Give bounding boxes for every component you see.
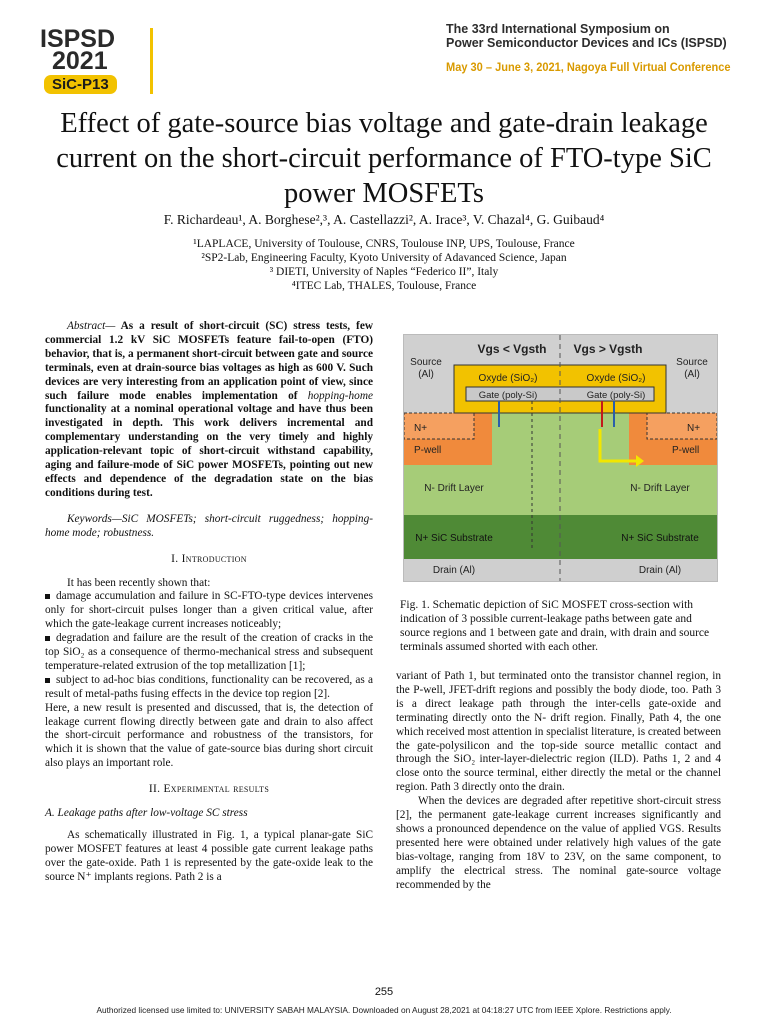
figure-1-caption: Fig. 1. Schematic depiction of SiC MOSFET cross-section with indication of 3 possible current-leakage paths between gate and source regions and 1 between gate and drain, with drain and source terminals assumed shorted with each other. [400,599,710,653]
abstract-italic: hopping-home [307,389,373,402]
bullet-text: damage accumulation and failure in SC-FTO-type devices intervenes only for short-circuit pulses longer than a given critical value, after which the gate-leakage current increases noticeably; [45,590,373,631]
paper-id-badge: SiC-P13 [44,75,117,94]
right-column [396,670,721,893]
affiliation-3: ³ DIETI, University of Naples “Federico II”, Italy [269,266,499,278]
intro-lead: It has been recently shown that: [67,576,211,589]
fig-label-nplus-left: N+ [414,423,428,434]
bullet-item [45,674,373,702]
right-paragraph-1: variant of Path 1, but terminated onto the transistor channel region, in the P-well, JFET-drift regions and possibly the body diode, too. Path 3 is a direct leakage path through the inter-cells gate-oxide and terminating directly onto the N- drift region. Finally, Path 4, the one which received most attention in specialist literature, is created between the gate-polysilicon and the top-side source metallic contact and through the SiO₂ inter-layer-dielectric region (ILD). Paths 1, 2 and 4 close onto the source terminal, either directly the metal or the channel region. Path 3 directly onto the drain. [396,670,721,794]
section-heading-introduction: I. Introduction [171,552,247,565]
fig-label-nplus-right: N+ [687,423,701,434]
fig-label-source-left: Source [410,357,442,368]
figure-1-mosfet-cross-section [403,334,718,582]
abstract-lead: Abstract— [67,320,116,332]
abstract [45,320,373,501]
logo-text-ispsd: ISPSD [40,25,116,53]
page-number: 255 [374,986,394,998]
fig-label-drain-left: Drain (Al) [432,565,476,576]
bullet-text: degradation and failure are the result of the creation of cracks in the top SiO₂ as a consequence of thermo-mechanical stress and subsequent temperature-related extrusion of the top metallization [1]; [45,632,373,672]
conference-name-line1: The 33rd International Symposium on [446,22,670,36]
n-plus-right [647,413,717,439]
fig-label-oxide-right: Oxyde (SiO₂) [586,373,646,384]
affiliation-2: ²SP2-Lab, Engineering Faculty, Kyoto University of Adavanced Science, Japan [201,252,567,264]
fig-label-gate-right: Gate (poly-Si) [586,390,646,401]
fig-label-drain-right: Drain (Al) [638,565,682,576]
left-column [45,320,373,885]
bullet-square-icon [45,594,50,599]
bullet-item [45,632,373,674]
author-list: F. Richardeau¹, A. Borghese²,³, A. Castellazzi², A. Irace³, V. Chazal⁴, G. Guibaud⁴ [163,212,605,227]
fig-label-gate-left: Gate (poly-Si) [478,390,538,401]
bullet-square-icon [45,678,50,683]
conference-info [446,22,746,74]
conference-name-line2: Power Semiconductor Devices and ICs (ISPSD) [446,36,727,50]
affiliation-1: ¹LAPLACE, University of Toulouse, CNRS, Toulouse INP, UPS, Toulouse, France [193,238,575,250]
keywords: Keywords—SiC MOSFETs; short-circuit ruggedness; hopping-home mode; robustness. [45,512,373,539]
affiliation-4: ⁴ITEC Lab, THALES, Toulouse, France [291,280,477,292]
fig-label-oxide-left: Oxyde (SiO₂) [478,373,538,384]
abstract-text-1: As a result of short-circuit (SC) stress tests, few commercial 1.2 kV SiC MOSFETs feature fail-to-open (FTO) behavior, that is, a permanent short-circuit between gate and source terminals, even at drain-source bias voltages as high as 600 V. Such devices are very interesting from an application point of view, since such failure mode enables implementation of [45,320,373,402]
fig-label-source-left-al: (Al) [418,369,434,380]
experimental-paragraph: As schematically illustrated in Fig. 1, a typical planar-gate SiC power MOSFET features at least 4 possible gate current leakage paths over the gate-oxide. Path 1 is represented by the gate-oxide leak to the source N⁺ implants regions. Path 2 is a [45,829,373,883]
subsection-heading: A. Leakage paths after low-voltage SC stress [45,807,248,820]
right-paragraph-2: When the devices are degraded after repetitive short-circuit stress [2], the permanent gate-leakage current increases significantly and shows a pronounced dependence on the value of applied VGS. Results presented here were obtained under relatively high values of the gate bias-voltage, ranging from 18V to 23V, on the same component, to amplify the electrical stress. The nominal gate-source voltage recommended by the [396,795,721,891]
bullet-item [45,590,373,632]
logo-text-year: 2021 [52,47,108,75]
affiliations [30,237,738,293]
fig-label-pwell-left: P-well [414,445,442,456]
conference-dates: May 30 – June 3, 2021, Nagoya Full Virtual Conference [446,60,731,74]
fig-label-substrate-right: N+ SiC Substrate [621,533,699,544]
fig-label-drift-left: N- Drift Layer [424,483,484,494]
ispsd-logo [40,25,158,94]
intro-paragraph: Here, a new result is presented and discussed, that is, the detection of leakage current flowing directly between gate and drain to also affect the short-circuit performance and robustness of the transistors, for which it is shown that the value of gate-source bias during short circuit also plays an important role. [45,701,373,770]
section-heading-experimental: II. Experimental results [148,783,270,796]
fig-label-source-right-al: (Al) [684,369,700,380]
fig-label-pwell-right: P-well [672,445,700,456]
logo-divider [150,28,153,94]
paper-title: Effect of gate-source bias voltage and gate-drain leakage current on the short-circuit performance of FTO-type SiC power MOSFETs [56,108,712,209]
fig-label-drift-right: N- Drift Layer [630,483,690,494]
bullet-text: subject to ad-hoc bias conditions, functionality can be recovered, as a result of metal-paths fusing effects in the device top region [2]. [45,673,373,700]
fig-label-vgs-low: Vgs < Vgsth [477,342,547,356]
bullet-square-icon [45,636,50,641]
fig-label-substrate-left: N+ SiC Substrate [415,533,493,544]
fig-label-vgs-high: Vgs > Vgsth [573,342,643,356]
license-notice: Authorized licensed use limited to: UNIVERSITY SABAH MALAYSIA. Downloaded on August 28,2021 at 04:18:27 UTC from IEEE Xplore. Restrictions apply. [96,1005,672,1015]
abstract-text-2: functionality at a nominal operational voltage and have thus been investigated in depth. This work delivers incremental and complementary understanding on the very timely and highly application-relevant topic of short-circuit withstand capability, aging and failure-mode of SiC power MOSFETs, pointing out new effects and dependence of the degradation state on the bias conditions during test. [45,403,373,499]
fig-label-source-right: Source [676,357,708,368]
